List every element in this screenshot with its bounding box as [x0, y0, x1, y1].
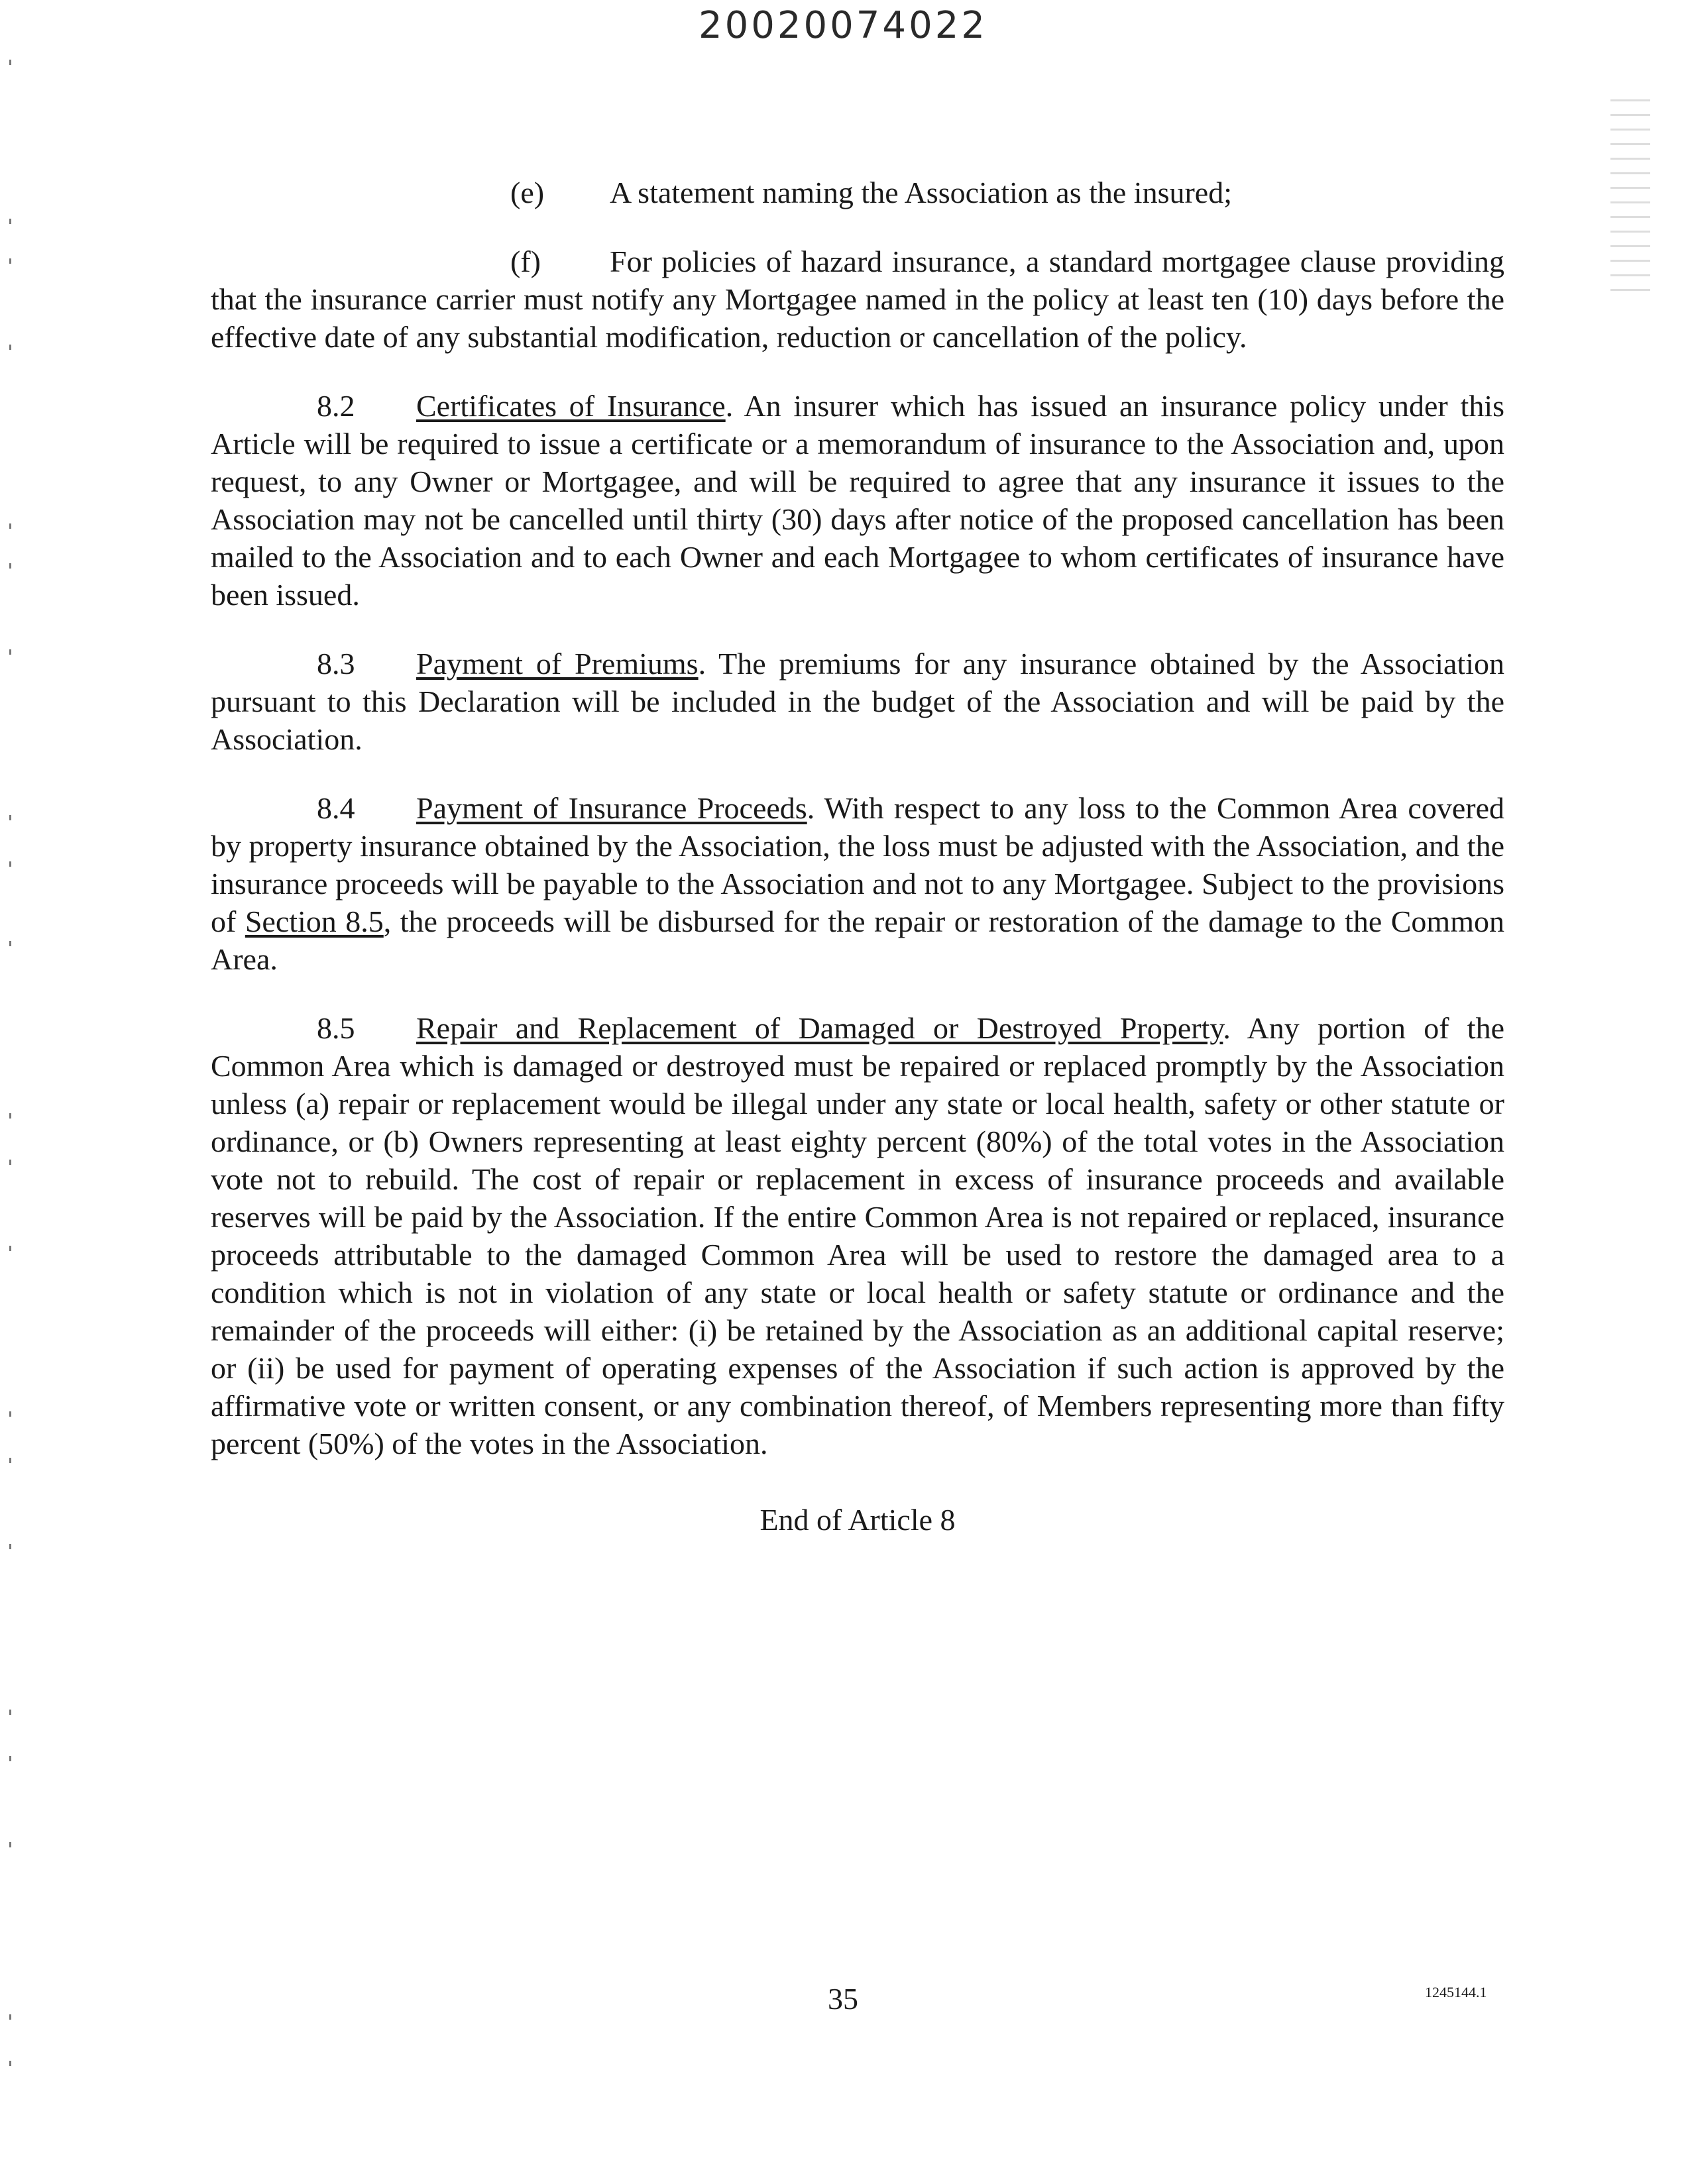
item-f — [211, 243, 1504, 356]
page-number: 35 — [828, 1982, 858, 2016]
item-f-text: For policies of hazard insurance, a standard mortgagee clause providing that the insurance carrier must notify any Mortgagee named in the policy at least ten (10) days before the effective date of any substantial modification, reduction or cancellation of the policy. — [211, 245, 1504, 354]
end-of-article: End of Article 8 — [759, 1503, 956, 1537]
section-reference: Section 8.5 — [245, 904, 384, 938]
section-8-2 — [211, 387, 1504, 614]
section-text: . The premiums for any insurance obtained by the Association pursuant to this Declaration will be included in the budget of the Association and will be paid by the Association. — [211, 647, 1505, 756]
item-f-label: (f) — [510, 245, 541, 278]
section-number: 8.5 — [317, 1011, 355, 1045]
section-title: Certificates of Insurance — [416, 389, 726, 423]
section-text: . An insurer which has issued an insurance policy under this Article will be required to issue a certificate or a memorandum of insurance to the Association and, upon request, to any Owner or Mortgagee, and will be required to agree that any insurance it issues to the Association may not be cancelled until thirty (30) days after notice of the proposed cancellation has been mailed to the Association and to each Owner and each Mortgagee to whom certificates of insurance have been issued. — [211, 389, 1504, 612]
section-title: Payment of Premiums — [416, 647, 699, 681]
section-8-3 — [211, 645, 1504, 758]
section-title: Payment of Insurance Proceeds — [416, 791, 807, 825]
item-e-label: (e) — [510, 176, 545, 209]
section-number: 8.4 — [317, 791, 355, 825]
item-e-text: A statement naming the Association as the insured; — [610, 176, 1233, 209]
section-number: 8.2 — [317, 389, 355, 423]
item-e — [510, 174, 1504, 211]
section-text: . Any portion of the Common Area which is damaged or destroyed must be repaired or replaced promptly by the Association unless (a) repair or replacement would be illegal under any state or local health, safety or other statute or ordinance, or (b) Owners representing at least eighty percent (80%) of the total votes in the Association vote not to rebuild. The cost of repair or replacement in excess of insurance proceeds and available reserves will be paid by the Association. If the entire Common Area is not repaired or replaced, insurance proceeds attributable to the damaged Common Area will be used to restore the damaged area to a condition which is not in violation of any state or local health or safety statute or ordinance and the remainder of the proceeds will either: (i) be retained by the Association as an additional capital reserve; or (ii) be used for payment of operating expenses of the Association if such action is approved by the affirmative vote or written consent, or any combination thereof, of Members representing more than fifty percent (50%) of the votes in the Association. — [211, 1011, 1504, 1460]
section-text-continued: , the proceeds will be disbursed for the repair or restoration of the damage to the Common Area. — [211, 904, 1504, 976]
section-8-4 — [211, 789, 1504, 978]
section-text: . With respect to any loss to the Common Area covered by property insurance obtained by the Association, the loss must be adjusted with the Association, and the insurance proceeds will be payable to the Association and not to any Mortgagee. Subject to the provisions of — [211, 791, 1505, 938]
left-scan-artifacts — [0, 0, 27, 2184]
right-scan-artifacts — [1610, 99, 1650, 292]
document-body — [211, 174, 1504, 1569]
section-number: 8.3 — [317, 647, 355, 681]
recording-number: 20020074022 — [699, 4, 987, 47]
section-8-5 — [211, 1009, 1504, 1462]
section-title: Repair and Replacement of Damaged or Destroyed Property — [416, 1011, 1223, 1045]
document-id: 1245144.1 — [1425, 1984, 1487, 2000]
